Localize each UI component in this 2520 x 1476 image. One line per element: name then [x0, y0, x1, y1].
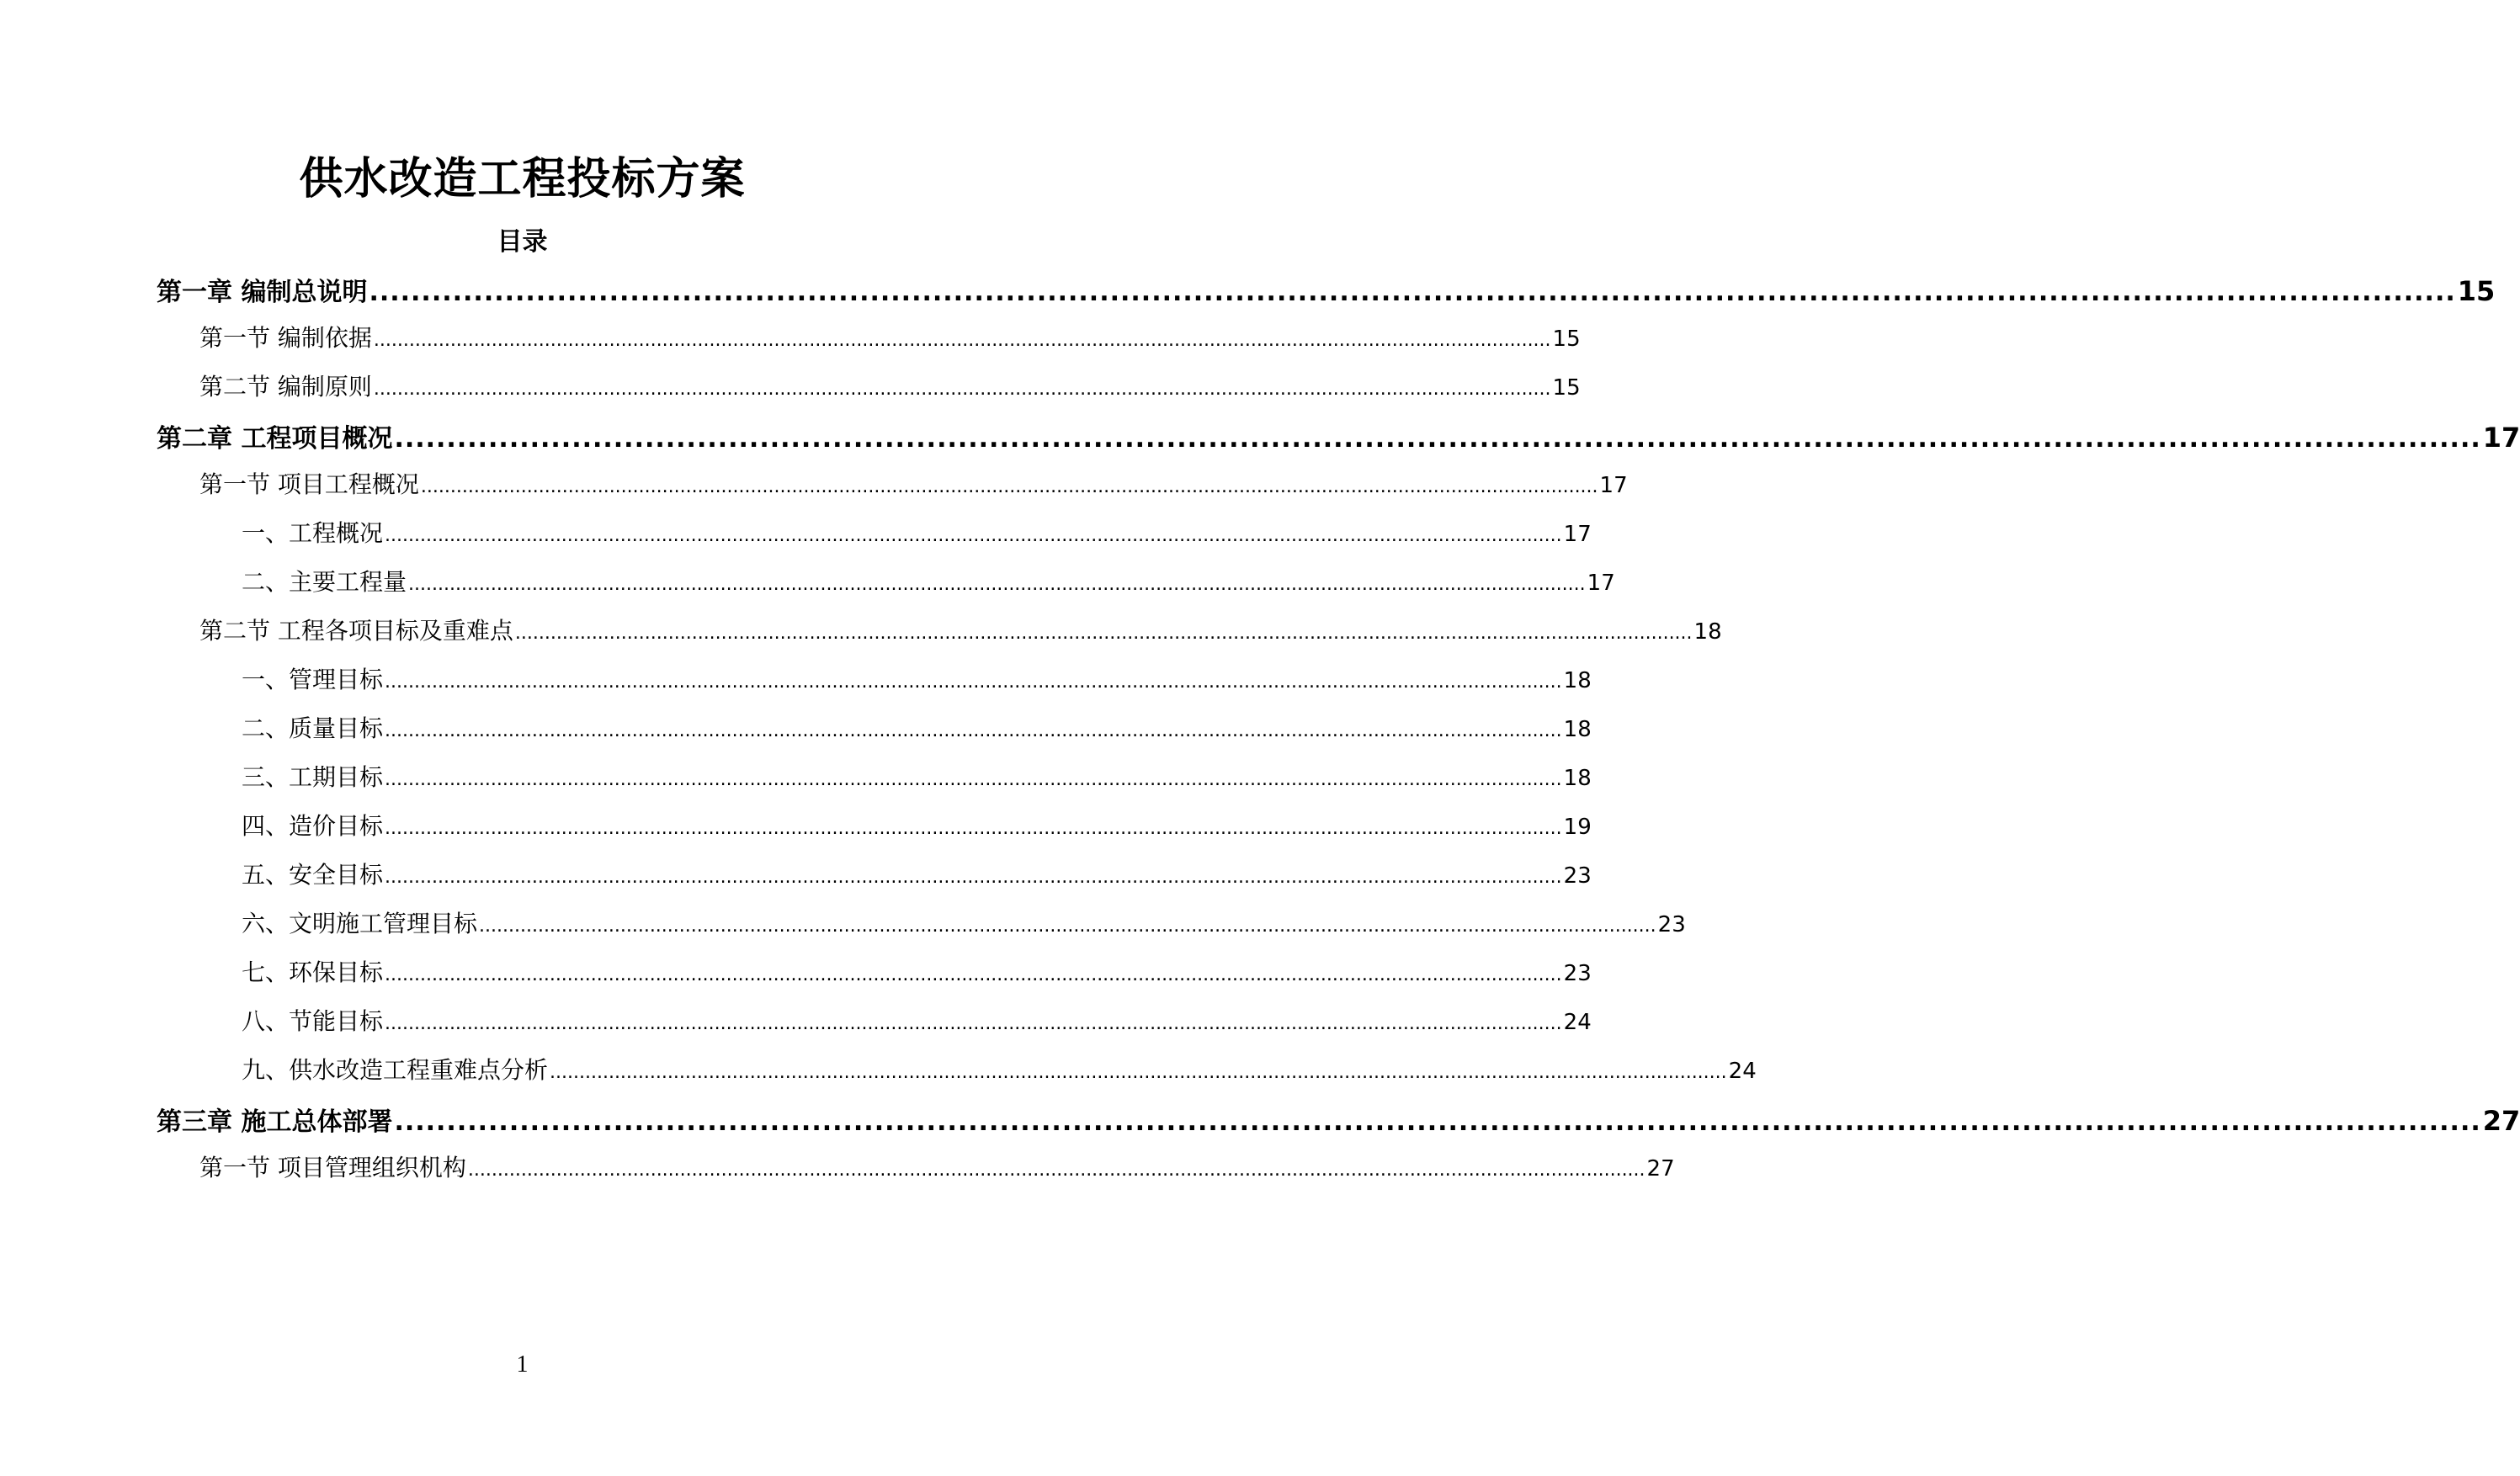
- toc-entry-label: 第二章 工程项目概况: [157, 424, 393, 454]
- toc-entry-label: 第一节 项目管理组织机构: [199, 1154, 466, 1181]
- toc-entry-page: 18: [1563, 717, 1592, 742]
- toc-entry-subsection[interactable]: [242, 905, 1686, 939]
- toc-entry-label: 第一章 编制总说明: [157, 278, 368, 307]
- dot-leader: ........................................................................................................................................................................................................: [394, 1107, 2481, 1137]
- toc-entry-label: 二、主要工程量: [242, 568, 407, 596]
- toc-entry-label: 六、文明施工管理目标: [242, 910, 478, 937]
- dot-leader: ........................................................................................................................................................................................................: [467, 1160, 1645, 1181]
- toc-entry-label: 第一节 项目工程概况: [199, 470, 419, 498]
- toc-entry-page: 27: [2482, 1105, 2520, 1137]
- toc-entry-label: 第一节 编制依据: [199, 324, 372, 352]
- toc-entry-subsection[interactable]: [242, 954, 1592, 988]
- toc-entry-chapter[interactable]: [157, 1101, 2520, 1138]
- toc-entry-page: 23: [1563, 961, 1592, 986]
- toc-entry-label: 八、节能目标: [242, 1007, 384, 1035]
- dot-leader: ........................................................................................................................................................................................................: [385, 867, 1562, 888]
- dot-leader: ........................................................................................................................................................................................................: [479, 916, 1656, 937]
- toc-entry-section[interactable]: [199, 1149, 1675, 1183]
- toc-entry-page: 27: [1646, 1156, 1675, 1181]
- dot-leader: ........................................................................................................................................................................................................: [373, 379, 1551, 400]
- toc-entry-label: 三、工期目标: [242, 763, 384, 791]
- document-title: 供水改造工程投标方案: [299, 154, 746, 204]
- toc-entry-section[interactable]: [199, 613, 1722, 646]
- toc-entry-subsection[interactable]: [242, 1052, 1757, 1086]
- dot-leader: ........................................................................................................................................................................................................: [385, 720, 1562, 741]
- toc-entry-chapter[interactable]: [157, 271, 2496, 308]
- toc-entry-subsection[interactable]: [242, 564, 1615, 597]
- toc-entry-label: 七、环保目标: [242, 958, 384, 986]
- dot-leader: ........................................................................................................................................................................................................: [420, 476, 1598, 497]
- dot-leader: ........................................................................................................................................................................................................: [408, 574, 1586, 595]
- toc-entry-label: 一、管理目标: [242, 666, 384, 693]
- toc-entry-label: 九、供水改造工程重难点分析: [242, 1056, 549, 1084]
- toc-entry-page: 18: [1693, 619, 1722, 645]
- toc-entry-page: 17: [1563, 522, 1592, 547]
- toc-entry-section[interactable]: [199, 320, 1581, 353]
- toc-entry-page: 17: [2482, 422, 2520, 454]
- toc-entry-page: 23: [1563, 863, 1592, 889]
- toc-entry-section[interactable]: [199, 369, 1581, 402]
- toc-entry-subsection[interactable]: [242, 661, 1592, 695]
- toc-entry-page: 15: [1552, 375, 1581, 401]
- page-number: 1: [516, 1351, 529, 1378]
- toc-entry-label: 第二节 工程各项目标及重难点: [199, 617, 513, 645]
- toc-entry-label: 二、质量目标: [242, 714, 384, 742]
- toc-entry-page: 24: [1728, 1059, 1757, 1084]
- dot-leader: ........................................................................................................................................................................................................: [369, 278, 2456, 307]
- toc-heading: 目录: [497, 227, 548, 257]
- toc-entry-section[interactable]: [199, 466, 1628, 500]
- toc-entry-label: 第二节 编制原则: [199, 373, 372, 401]
- toc-entry-label: 第三章 施工总体部署: [157, 1107, 393, 1137]
- toc-entry-page: 17: [1599, 473, 1628, 498]
- toc-entry-chapter[interactable]: [157, 417, 2520, 454]
- toc-entry-subsection[interactable]: [242, 515, 1592, 549]
- dot-leader: ........................................................................................................................................................................................................: [373, 330, 1551, 351]
- toc-entry-subsection[interactable]: [242, 759, 1592, 793]
- toc-entry-page: 15: [2457, 275, 2496, 307]
- toc-entry-label: 一、工程概况: [242, 519, 384, 547]
- dot-leader: ........................................................................................................................................................................................................: [385, 818, 1562, 839]
- dot-leader: ........................................................................................................................................................................................................: [385, 1013, 1562, 1034]
- dot-leader: ........................................................................................................................................................................................................: [385, 672, 1562, 693]
- dot-leader: ........................................................................................................................................................................................................: [514, 623, 1693, 644]
- toc-entry-page: 15: [1552, 327, 1581, 352]
- toc-entry-page: 17: [1587, 571, 1615, 596]
- dot-leader: ........................................................................................................................................................................................................: [550, 1062, 1727, 1083]
- toc-entry-subsection[interactable]: [242, 1003, 1592, 1037]
- dot-leader: ........................................................................................................................................................................................................: [394, 424, 2481, 454]
- toc-entry-label: 四、造价目标: [242, 812, 384, 840]
- dot-leader: ........................................................................................................................................................................................................: [385, 525, 1562, 546]
- toc-entry-page: 18: [1563, 766, 1592, 791]
- toc-entry-subsection[interactable]: [242, 710, 1592, 744]
- toc-entry-page: 23: [1657, 912, 1686, 937]
- toc-entry-page: 24: [1563, 1010, 1592, 1035]
- toc-entry-page: 19: [1563, 815, 1592, 840]
- dot-leader: ........................................................................................................................................................................................................: [385, 769, 1562, 790]
- toc-entry-page: 18: [1563, 668, 1592, 693]
- toc-entry-subsection[interactable]: [242, 857, 1592, 890]
- toc-entry-subsection[interactable]: [242, 808, 1592, 842]
- toc-entry-label: 五、安全目标: [242, 861, 384, 889]
- dot-leader: ........................................................................................................................................................................................................: [385, 964, 1562, 985]
